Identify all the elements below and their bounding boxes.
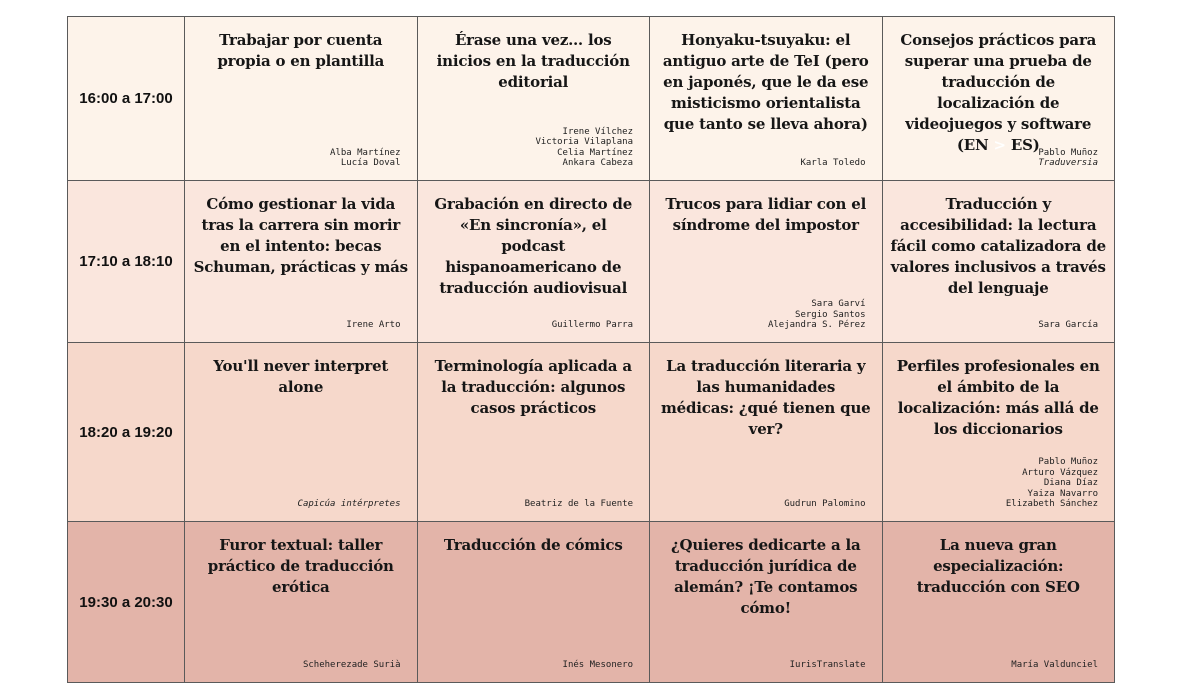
session-cell xyxy=(882,343,1115,522)
speaker-list xyxy=(563,660,633,671)
speaker-name: Karla Toledo xyxy=(800,158,866,169)
speaker-list xyxy=(330,148,400,169)
session-title: Furor textual: taller práctico de traducción erótica xyxy=(207,536,394,596)
session-title: La traducción literaria y las humanidades médicas: ¿qué tienen que ver? xyxy=(661,357,871,438)
speaker-name: Traduversia xyxy=(1038,158,1098,169)
session-cell xyxy=(650,343,883,522)
session-cell xyxy=(882,181,1115,343)
speaker-list xyxy=(768,299,866,331)
speaker-name: Irene Arto xyxy=(346,320,401,331)
speaker-name: Scheherezade Surià xyxy=(302,660,401,671)
time-slot-row xyxy=(68,343,1115,522)
speaker-name: Gudrun Palomino xyxy=(784,499,866,510)
speaker-list xyxy=(346,320,400,331)
speaker-name: IurisTranslate xyxy=(789,660,866,671)
speaker-list xyxy=(535,127,633,169)
speaker-list xyxy=(784,499,865,510)
speaker-name: Sergio Santos xyxy=(795,309,866,320)
session-cell xyxy=(185,181,418,343)
time-slot-row xyxy=(68,522,1115,683)
speaker-name: Pablo Muñoz xyxy=(1038,457,1098,468)
session-cell xyxy=(185,17,418,181)
speaker-list xyxy=(303,660,401,671)
session-title: Honyaku-tsuyaku: el antiguo arte de TeI (pero en japonés, que le da ese misticismo orientalista que tanto se lleva ahora) xyxy=(662,31,869,133)
speaker-name: Ankara Cabeza xyxy=(562,158,633,169)
time-slot-label: 16:00 a 17:00 xyxy=(68,17,185,181)
speaker-name: Celia Martínez xyxy=(557,147,633,158)
session-title-part: Consejos prácticos para superar una prueba de traducción de localización de videojuegos y software (EN xyxy=(900,31,1097,154)
time-slot-label: 19:30 a 20:30 xyxy=(68,522,185,683)
session-cell xyxy=(417,343,650,522)
session-cell xyxy=(417,17,650,181)
time-slot-label: 18:20 a 19:20 xyxy=(68,343,185,522)
session-cell xyxy=(185,343,418,522)
session-cell xyxy=(417,181,650,343)
session-title: Trucos para lidiar con el síndrome del impostor xyxy=(665,195,867,234)
session-title-part: ES) xyxy=(1005,136,1040,154)
session-title: La nueva gran especialización: traducción con SEO xyxy=(916,536,1080,596)
speaker-list xyxy=(1006,457,1098,510)
schedule-table xyxy=(67,16,1115,683)
session-title: Traducción de cómics xyxy=(443,536,623,554)
speaker-name: Alejandra S. Pérez xyxy=(767,320,866,331)
speaker-list xyxy=(800,158,865,169)
speaker-name: Yaiza Navarro xyxy=(1027,488,1098,499)
speaker-name: Sara Garví xyxy=(811,299,866,310)
speaker-name: Alba Martínez xyxy=(330,147,401,158)
speaker-name: Arturo Vázquez xyxy=(1022,467,1098,478)
time-slot-label: 17:10 a 18:10 xyxy=(68,181,185,343)
session-title: Cómo gestionar la vida tras la carrera sin morir en el intento: becas Schuman, prácticas y más xyxy=(193,195,408,276)
speaker-name: María Valdunciel xyxy=(1011,660,1098,671)
speaker-name: Pablo Muñoz xyxy=(1038,147,1098,158)
speaker-name: Inés Mesonero xyxy=(562,660,633,671)
session-cell xyxy=(650,181,883,343)
speaker-list xyxy=(1011,660,1098,671)
session-title: Grabación en directo de «En sincronía», el podcast hispanoamericano de traducción audiovisual xyxy=(434,195,633,297)
session-title: Terminología aplicada a la traducción: algunos casos prácticos xyxy=(434,357,632,417)
session-cell xyxy=(882,522,1115,683)
schedule-body xyxy=(68,17,1115,683)
speaker-list xyxy=(1038,320,1098,331)
session-cell xyxy=(882,17,1115,181)
speaker-name: Diana Díaz xyxy=(1043,478,1098,489)
speaker-list xyxy=(298,499,401,510)
time-slot-row xyxy=(68,17,1115,181)
speaker-list xyxy=(552,320,633,331)
speaker-list xyxy=(525,499,633,510)
speaker-list xyxy=(1038,148,1098,169)
speaker-name: Elizabeth Sánchez xyxy=(1005,499,1098,510)
session-cell xyxy=(650,522,883,683)
language-arrow-symbol: > xyxy=(993,136,1006,154)
speaker-name: Irene Vílchez xyxy=(562,126,633,137)
speaker-name: Beatriz de la Fuente xyxy=(524,499,633,510)
session-title: Traducción y accesibilidad: la lectura fácil como catalizadora de valores inclusivos a través del lenguaje xyxy=(890,195,1106,297)
session-title: Perfiles profesionales en el ámbito de la localización: más allá de los diccionarios xyxy=(896,357,1100,438)
speaker-name: Victoria Vilaplana xyxy=(535,137,633,148)
speaker-name: Capicúa intérpretes xyxy=(297,499,401,510)
speaker-name: Sara García xyxy=(1038,320,1098,331)
session-cell xyxy=(185,522,418,683)
session-title xyxy=(891,30,1107,156)
session-title: You'll never interpret alone xyxy=(213,357,389,396)
speaker-name: Guillermo Parra xyxy=(551,320,633,331)
session-title: ¿Quieres dedicarte a la traducción jurídica de alemán? ¡Te contamos cómo! xyxy=(670,536,861,617)
speaker-name: Lucía Doval xyxy=(340,158,401,169)
time-slot-row xyxy=(68,181,1115,343)
session-cell xyxy=(650,17,883,181)
session-title: Érase una vez… los inicios en la traducción editorial xyxy=(436,31,630,91)
speaker-list xyxy=(790,660,866,671)
session-title: Trabajar por cuenta propia o en plantilla xyxy=(217,31,385,70)
session-cell xyxy=(417,522,650,683)
